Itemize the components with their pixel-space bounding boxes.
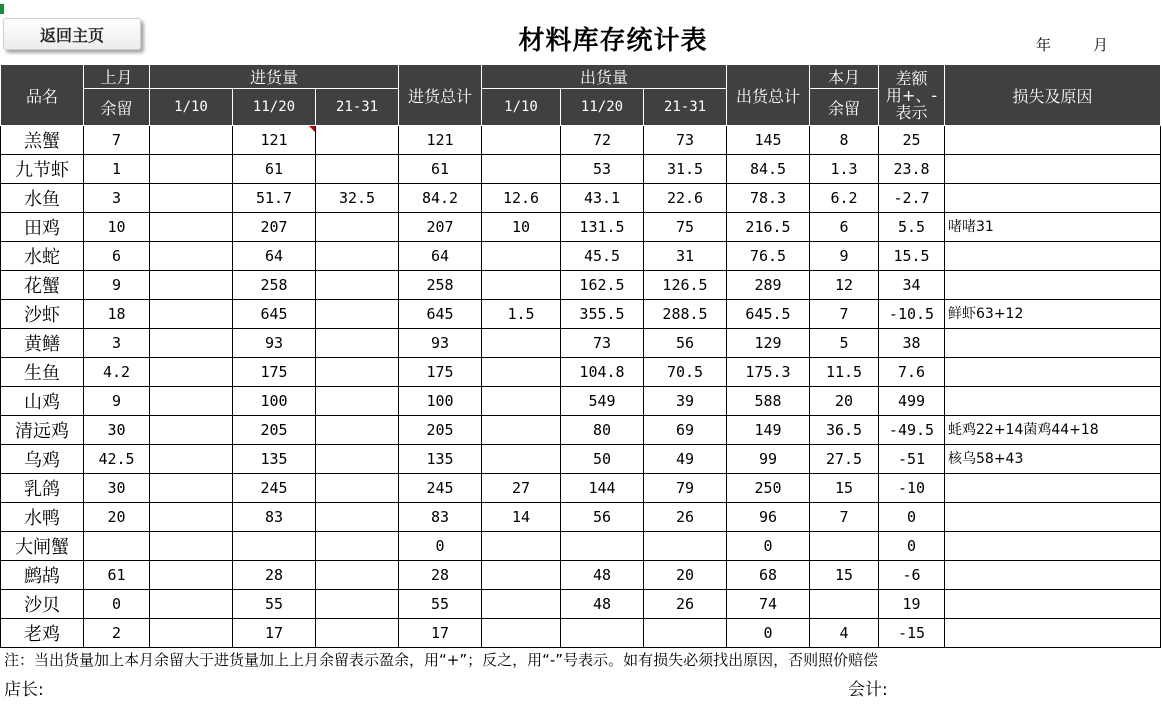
cell-difference[interactable]: 0 xyxy=(879,532,945,561)
cell-this-month[interactable]: 6 xyxy=(810,213,879,242)
cell-loss-reason[interactable] xyxy=(945,619,1161,648)
cell-in-3[interactable] xyxy=(316,242,399,271)
cell-out-3[interactable]: 69 xyxy=(644,416,727,445)
cell-this-month[interactable]: 1.3 xyxy=(810,155,879,184)
cell-out-1[interactable]: 12.6 xyxy=(482,184,561,213)
table-row xyxy=(1,213,1161,242)
table-row xyxy=(1,561,1161,590)
cell-in-2[interactable]: 645 xyxy=(233,300,316,329)
cell-this-month[interactable]: 15 xyxy=(810,474,879,503)
cell-in-3[interactable] xyxy=(316,561,399,590)
cell-in-3[interactable] xyxy=(316,619,399,648)
cell-in-total[interactable]: 645 xyxy=(399,300,482,329)
cell-in-total[interactable]: 175 xyxy=(399,358,482,387)
cell-name[interactable]: 羔蟹 xyxy=(1,126,84,155)
cell-in-1[interactable] xyxy=(150,416,233,445)
table-row xyxy=(1,532,1161,561)
cell-in-1[interactable] xyxy=(150,213,233,242)
cell-in-2[interactable]: 100 xyxy=(233,387,316,416)
cell-out-3[interactable]: 31.5 xyxy=(644,155,727,184)
cell-last-month[interactable]: 1 xyxy=(84,155,150,184)
cell-out-2[interactable]: 80 xyxy=(561,416,644,445)
cell-loss-reason[interactable] xyxy=(945,242,1161,271)
cell-in-2[interactable]: 93 xyxy=(233,329,316,358)
cell-in-3[interactable] xyxy=(316,532,399,561)
cell-out-1[interactable] xyxy=(482,590,561,619)
cell-in-total[interactable]: 121 xyxy=(399,126,482,155)
cell-in-total[interactable]: 258 xyxy=(399,271,482,300)
header-out-period-3: 21-31 xyxy=(644,89,727,126)
header-last-month-2: 余留 xyxy=(84,89,150,126)
cell-in-1[interactable] xyxy=(150,358,233,387)
comment-indicator[interactable] xyxy=(309,126,315,132)
cell-last-month[interactable]: 4.2 xyxy=(84,358,150,387)
cell-in-3[interactable] xyxy=(316,445,399,474)
cell-this-month[interactable]: 7 xyxy=(810,300,879,329)
header-out-period-1: 1/10 xyxy=(482,89,561,126)
cell-out-1[interactable] xyxy=(482,271,561,300)
cell-out-1[interactable] xyxy=(482,155,561,184)
cell-difference[interactable]: 34 xyxy=(879,271,945,300)
cell-out-2[interactable]: 43.1 xyxy=(561,184,644,213)
cell-in-3[interactable] xyxy=(316,271,399,300)
cell-last-month[interactable]: 10 xyxy=(84,213,150,242)
cell-out-2[interactable]: 144 xyxy=(561,474,644,503)
cell-out-3[interactable]: 73 xyxy=(644,126,727,155)
cell-name[interactable]: 山鸡 xyxy=(1,387,84,416)
cell-name[interactable]: 沙贝 xyxy=(1,590,84,619)
cell-out-3[interactable] xyxy=(644,619,727,648)
cell-out-3[interactable]: 126.5 xyxy=(644,271,727,300)
cell-last-month[interactable]: 18 xyxy=(84,300,150,329)
cell-this-month[interactable]: 8 xyxy=(810,126,879,155)
cell-out-total[interactable]: 216.5 xyxy=(727,213,810,242)
cell-loss-reason[interactable]: 蚝鸡22+14菌鸡44+18 xyxy=(945,416,1161,445)
table-row xyxy=(1,329,1161,358)
cell-in-1[interactable] xyxy=(150,155,233,184)
back-to-home-button[interactable]: 返回主页 xyxy=(3,18,141,50)
cell-this-month[interactable] xyxy=(810,532,879,561)
cell-last-month[interactable]: 20 xyxy=(84,503,150,532)
cell-difference[interactable]: 15.5 xyxy=(879,242,945,271)
cell-last-month[interactable]: 0 xyxy=(84,590,150,619)
cell-out-2[interactable] xyxy=(561,619,644,648)
year-label: 年 xyxy=(1036,36,1052,54)
cell-difference[interactable]: -15 xyxy=(879,619,945,648)
table-body xyxy=(1,126,1161,648)
cell-in-2[interactable]: 207 xyxy=(233,213,316,242)
cell-in-total[interactable]: 55 xyxy=(399,590,482,619)
cell-in-3[interactable]: 32.5 xyxy=(316,184,399,213)
table-row xyxy=(1,184,1161,213)
cell-in-total[interactable]: 245 xyxy=(399,474,482,503)
cell-in-1[interactable] xyxy=(150,126,233,155)
cell-in-3[interactable] xyxy=(316,387,399,416)
cell-last-month[interactable]: 42.5 xyxy=(84,445,150,474)
table-row xyxy=(1,445,1161,474)
header-loss-reason: 损失及原因 xyxy=(945,65,1161,126)
cell-in-2[interactable]: 55 xyxy=(233,590,316,619)
cell-in-total[interactable]: 84.2 xyxy=(399,184,482,213)
cell-in-total[interactable]: 0 xyxy=(399,532,482,561)
cell-difference[interactable]: 19 xyxy=(879,590,945,619)
cell-loss-reason[interactable] xyxy=(945,126,1161,155)
cell-in-2[interactable] xyxy=(233,532,316,561)
cell-last-month[interactable]: 3 xyxy=(84,329,150,358)
cell-last-month[interactable]: 6 xyxy=(84,242,150,271)
cell-out-3[interactable]: 22.6 xyxy=(644,184,727,213)
cell-in-total[interactable]: 93 xyxy=(399,329,482,358)
cell-in-2[interactable]: 17 xyxy=(233,619,316,648)
cell-this-month[interactable]: 4 xyxy=(810,619,879,648)
cell-in-1[interactable] xyxy=(150,271,233,300)
cell-out-3[interactable] xyxy=(644,532,727,561)
cell-out-3[interactable]: 26 xyxy=(644,590,727,619)
cell-in-2[interactable]: 205 xyxy=(233,416,316,445)
cell-out-1[interactable] xyxy=(482,387,561,416)
cell-in-3[interactable] xyxy=(316,155,399,184)
header-this-month-2: 余留 xyxy=(810,89,879,126)
cell-in-1[interactable] xyxy=(150,532,233,561)
table-row xyxy=(1,619,1161,648)
cell-last-month[interactable]: 3 xyxy=(84,184,150,213)
cell-out-3[interactable]: 31 xyxy=(644,242,727,271)
cell-name[interactable]: 鹧鸪 xyxy=(1,561,84,590)
cell-in-1[interactable] xyxy=(150,619,233,648)
cell-difference[interactable]: -51 xyxy=(879,445,945,474)
cell-out-total[interactable]: 68 xyxy=(727,561,810,590)
table-row xyxy=(1,300,1161,329)
header-this-month-1: 本月 xyxy=(810,65,879,89)
cell-out-total[interactable]: 84.5 xyxy=(727,155,810,184)
footnote: 注：当出货量加上本月余留大于进货量加上上月余留表示盈余，用“+”；反之，用“-”号表示。如有损失必须找出原因，否则照价赔偿 xyxy=(4,651,879,669)
table-row xyxy=(1,416,1161,445)
cell-in-2[interactable]: 258 xyxy=(233,271,316,300)
cell-out-total[interactable]: 588 xyxy=(727,387,810,416)
cell-out-2[interactable]: 53 xyxy=(561,155,644,184)
cell-this-month[interactable]: 20 xyxy=(810,387,879,416)
sheet-title: 材料库存统计表 xyxy=(518,26,708,56)
cell-name[interactable]: 田鸡 xyxy=(1,213,84,242)
cell-in-total[interactable]: 83 xyxy=(399,503,482,532)
cell-out-total[interactable]: 76.5 xyxy=(727,242,810,271)
cell-out-2[interactable]: 72 xyxy=(561,126,644,155)
cell-out-1[interactable] xyxy=(482,561,561,590)
table-row xyxy=(1,503,1161,532)
header-diff-line3: 表示 xyxy=(895,102,928,122)
cell-in-1[interactable] xyxy=(150,590,233,619)
cell-in-total[interactable]: 135 xyxy=(399,445,482,474)
cell-this-month[interactable]: 12 xyxy=(810,271,879,300)
cell-out-total[interactable]: 149 xyxy=(727,416,810,445)
cell-out-2[interactable]: 104.8 xyxy=(561,358,644,387)
cell-out-2[interactable]: 48 xyxy=(561,561,644,590)
cell-out-3[interactable]: 288.5 xyxy=(644,300,727,329)
cell-in-total[interactable]: 100 xyxy=(399,387,482,416)
cell-loss-reason[interactable] xyxy=(945,271,1161,300)
cell-last-month[interactable]: 9 xyxy=(84,271,150,300)
header-in-period-2: 11/20 xyxy=(233,89,316,126)
cell-out-1[interactable] xyxy=(482,445,561,474)
table-row xyxy=(1,155,1161,184)
cell-out-3[interactable]: 20 xyxy=(644,561,727,590)
cell-this-month[interactable]: 9 xyxy=(810,242,879,271)
cell-in-2[interactable]: 61 xyxy=(233,155,316,184)
table-row xyxy=(1,474,1161,503)
cell-out-total[interactable]: 74 xyxy=(727,590,810,619)
cell-out-1[interactable]: 1.5 xyxy=(482,300,561,329)
header-in-period-3: 21-31 xyxy=(316,89,399,126)
cell-out-3[interactable]: 49 xyxy=(644,445,727,474)
cell-in-2[interactable]: 64 xyxy=(233,242,316,271)
cell-loss-reason[interactable]: 核乌58+43 xyxy=(945,445,1161,474)
cell-in-total[interactable]: 17 xyxy=(399,619,482,648)
cell-in-3[interactable] xyxy=(316,503,399,532)
cell-name[interactable]: 大闸蟹 xyxy=(1,532,84,561)
cell-difference[interactable]: 38 xyxy=(879,329,945,358)
cell-out-total[interactable]: 78.3 xyxy=(727,184,810,213)
cell-in-1[interactable] xyxy=(150,561,233,590)
cell-out-3[interactable]: 70.5 xyxy=(644,358,727,387)
cell-loss-reason[interactable] xyxy=(945,358,1161,387)
cell-in-1[interactable] xyxy=(150,445,233,474)
cell-name[interactable]: 水蛇 xyxy=(1,242,84,271)
cell-this-month[interactable]: 36.5 xyxy=(810,416,879,445)
cell-loss-reason[interactable] xyxy=(945,387,1161,416)
cell-name[interactable]: 水鸭 xyxy=(1,503,84,532)
cell-out-1[interactable] xyxy=(482,416,561,445)
cell-name[interactable]: 生鱼 xyxy=(1,358,84,387)
cell-difference[interactable]: 499 xyxy=(879,387,945,416)
cell-name[interactable]: 沙虾 xyxy=(1,300,84,329)
cell-in-2[interactable]: 51.7 xyxy=(233,184,316,213)
cell-loss-reason[interactable]: 啫啫31 xyxy=(945,213,1161,242)
cell-out-2[interactable]: 50 xyxy=(561,445,644,474)
cell-last-month[interactable]: 30 xyxy=(84,416,150,445)
cell-out-total[interactable]: 129 xyxy=(727,329,810,358)
cell-out-total[interactable]: 175.3 xyxy=(727,358,810,387)
cell-out-1[interactable]: 14 xyxy=(482,503,561,532)
manager-signature-label: 店长: xyxy=(4,680,44,700)
cell-difference[interactable]: -2.7 xyxy=(879,184,945,213)
cell-name[interactable]: 水鱼 xyxy=(1,184,84,213)
cell-in-1[interactable] xyxy=(150,387,233,416)
cell-in-1[interactable] xyxy=(150,242,233,271)
inventory-table xyxy=(0,64,1161,648)
cell-out-1[interactable]: 10 xyxy=(482,213,561,242)
cell-in-2[interactable]: 121 xyxy=(233,126,316,155)
cell-out-2[interactable]: 162.5 xyxy=(561,271,644,300)
cell-last-month[interactable] xyxy=(84,532,150,561)
table-row xyxy=(1,242,1161,271)
cell-loss-reason[interactable] xyxy=(945,474,1161,503)
cell-out-2[interactable]: 56 xyxy=(561,503,644,532)
cell-in-3[interactable] xyxy=(316,416,399,445)
cell-difference[interactable]: 23.8 xyxy=(879,155,945,184)
cell-in-3[interactable] xyxy=(316,300,399,329)
cell-out-3[interactable]: 26 xyxy=(644,503,727,532)
cell-name[interactable]: 乌鸡 xyxy=(1,445,84,474)
cell-name[interactable]: 花蟹 xyxy=(1,271,84,300)
cell-name[interactable]: 乳鸽 xyxy=(1,474,84,503)
cell-in-3[interactable] xyxy=(316,358,399,387)
cell-out-3[interactable]: 79 xyxy=(644,474,727,503)
cell-difference[interactable]: -49.5 xyxy=(879,416,945,445)
cell-loss-reason[interactable] xyxy=(945,532,1161,561)
cell-out-1[interactable] xyxy=(482,329,561,358)
cell-out-2[interactable]: 73 xyxy=(561,329,644,358)
cell-last-month[interactable]: 7 xyxy=(84,126,150,155)
cell-in-3[interactable] xyxy=(316,590,399,619)
cell-difference[interactable]: 0 xyxy=(879,503,945,532)
cell-in-3[interactable] xyxy=(316,126,399,155)
cell-difference[interactable]: 7.6 xyxy=(879,358,945,387)
cell-this-month[interactable]: 11.5 xyxy=(810,358,879,387)
cell-out-total[interactable]: 99 xyxy=(727,445,810,474)
cell-in-1[interactable] xyxy=(150,474,233,503)
header-last-month-1: 上月 xyxy=(84,65,150,89)
cell-out-3[interactable]: 75 xyxy=(644,213,727,242)
cell-out-total[interactable]: 0 xyxy=(727,619,810,648)
cell-in-3[interactable] xyxy=(316,329,399,358)
header-difference xyxy=(879,65,945,126)
cell-last-month[interactable]: 61 xyxy=(84,561,150,590)
cell-out-3[interactable]: 56 xyxy=(644,329,727,358)
cell-out-2[interactable]: 45.5 xyxy=(561,242,644,271)
cell-out-total[interactable]: 250 xyxy=(727,474,810,503)
cell-loss-reason[interactable]: 鲜虾63+12 xyxy=(945,300,1161,329)
cell-in-1[interactable] xyxy=(150,300,233,329)
cell-difference[interactable]: 25 xyxy=(879,126,945,155)
cell-out-total[interactable]: 289 xyxy=(727,271,810,300)
cell-loss-reason[interactable] xyxy=(945,503,1161,532)
cell-in-2[interactable]: 135 xyxy=(233,445,316,474)
cell-out-2[interactable]: 549 xyxy=(561,387,644,416)
cell-in-1[interactable] xyxy=(150,184,233,213)
cell-out-1[interactable] xyxy=(482,242,561,271)
cell-in-2[interactable]: 245 xyxy=(233,474,316,503)
cell-loss-reason[interactable] xyxy=(945,155,1161,184)
table-row xyxy=(1,387,1161,416)
cell-difference[interactable]: 5.5 xyxy=(879,213,945,242)
cell-out-total[interactable]: 96 xyxy=(727,503,810,532)
cell-out-2[interactable] xyxy=(561,532,644,561)
cell-out-1[interactable] xyxy=(482,619,561,648)
accountant-signature-label: 会计: xyxy=(848,680,888,700)
cell-this-month[interactable]: 6.2 xyxy=(810,184,879,213)
cell-difference[interactable]: -10 xyxy=(879,474,945,503)
cell-out-1[interactable] xyxy=(482,358,561,387)
table-row xyxy=(1,271,1161,300)
cell-in-3[interactable] xyxy=(316,213,399,242)
cell-this-month[interactable]: 27.5 xyxy=(810,445,879,474)
header-name: 品名 xyxy=(1,65,84,126)
cell-loss-reason[interactable] xyxy=(945,590,1161,619)
header-incoming-total: 进货总计 xyxy=(399,65,482,126)
cell-out-total[interactable]: 645.5 xyxy=(727,300,810,329)
cell-loss-reason[interactable] xyxy=(945,561,1161,590)
cell-in-total[interactable]: 207 xyxy=(399,213,482,242)
cell-name[interactable]: 清远鸡 xyxy=(1,416,84,445)
table-row xyxy=(1,358,1161,387)
header-in-period-1: 1/10 xyxy=(150,89,233,126)
header-incoming: 进货量 xyxy=(150,65,399,89)
cell-this-month[interactable] xyxy=(810,590,879,619)
cell-last-month[interactable]: 9 xyxy=(84,387,150,416)
header-outgoing-total: 出货总计 xyxy=(727,65,810,126)
cell-this-month[interactable]: 5 xyxy=(810,329,879,358)
cell-out-2[interactable]: 355.5 xyxy=(561,300,644,329)
cell-in-2[interactable]: 175 xyxy=(233,358,316,387)
header-diff-line1: 差额 xyxy=(895,68,928,88)
cell-difference[interactable]: -10.5 xyxy=(879,300,945,329)
header-outgoing: 出货量 xyxy=(482,65,727,89)
cell-out-1[interactable]: 27 xyxy=(482,474,561,503)
cell-in-total[interactable]: 205 xyxy=(399,416,482,445)
cell-name[interactable]: 老鸡 xyxy=(1,619,84,648)
cell-this-month[interactable]: 15 xyxy=(810,561,879,590)
cell-out-total[interactable]: 145 xyxy=(727,126,810,155)
cell-out-1[interactable] xyxy=(482,532,561,561)
header-diff-line2: 用+、- xyxy=(885,85,938,105)
cell-out-2[interactable]: 131.5 xyxy=(561,213,644,242)
table-row xyxy=(1,590,1161,619)
cell-last-month[interactable]: 30 xyxy=(84,474,150,503)
cell-difference[interactable]: -6 xyxy=(879,561,945,590)
cell-loss-reason[interactable] xyxy=(945,329,1161,358)
cell-in-2[interactable]: 28 xyxy=(233,561,316,590)
cell-loss-reason[interactable] xyxy=(945,184,1161,213)
cell-in-total[interactable]: 64 xyxy=(399,242,482,271)
cell-this-month[interactable]: 7 xyxy=(810,503,879,532)
cell-in-3[interactable] xyxy=(316,474,399,503)
cell-out-total[interactable]: 0 xyxy=(727,532,810,561)
cell-in-1[interactable] xyxy=(150,329,233,358)
table-row xyxy=(1,126,1161,155)
cell-in-1[interactable] xyxy=(150,503,233,532)
cell-out-1[interactable] xyxy=(482,126,561,155)
cell-in-2[interactable]: 83 xyxy=(233,503,316,532)
cell-name[interactable]: 九节虾 xyxy=(1,155,84,184)
cell-out-2[interactable]: 48 xyxy=(561,590,644,619)
cell-in-total[interactable]: 61 xyxy=(399,155,482,184)
cell-in-total[interactable]: 28 xyxy=(399,561,482,590)
month-label: 月 xyxy=(1093,36,1109,54)
cell-name[interactable]: 黄鳝 xyxy=(1,329,84,358)
header-out-period-2: 11/20 xyxy=(561,89,644,126)
cell-out-3[interactable]: 39 xyxy=(644,387,727,416)
cell-last-month[interactable]: 2 xyxy=(84,619,150,648)
cell-marker xyxy=(0,4,4,14)
